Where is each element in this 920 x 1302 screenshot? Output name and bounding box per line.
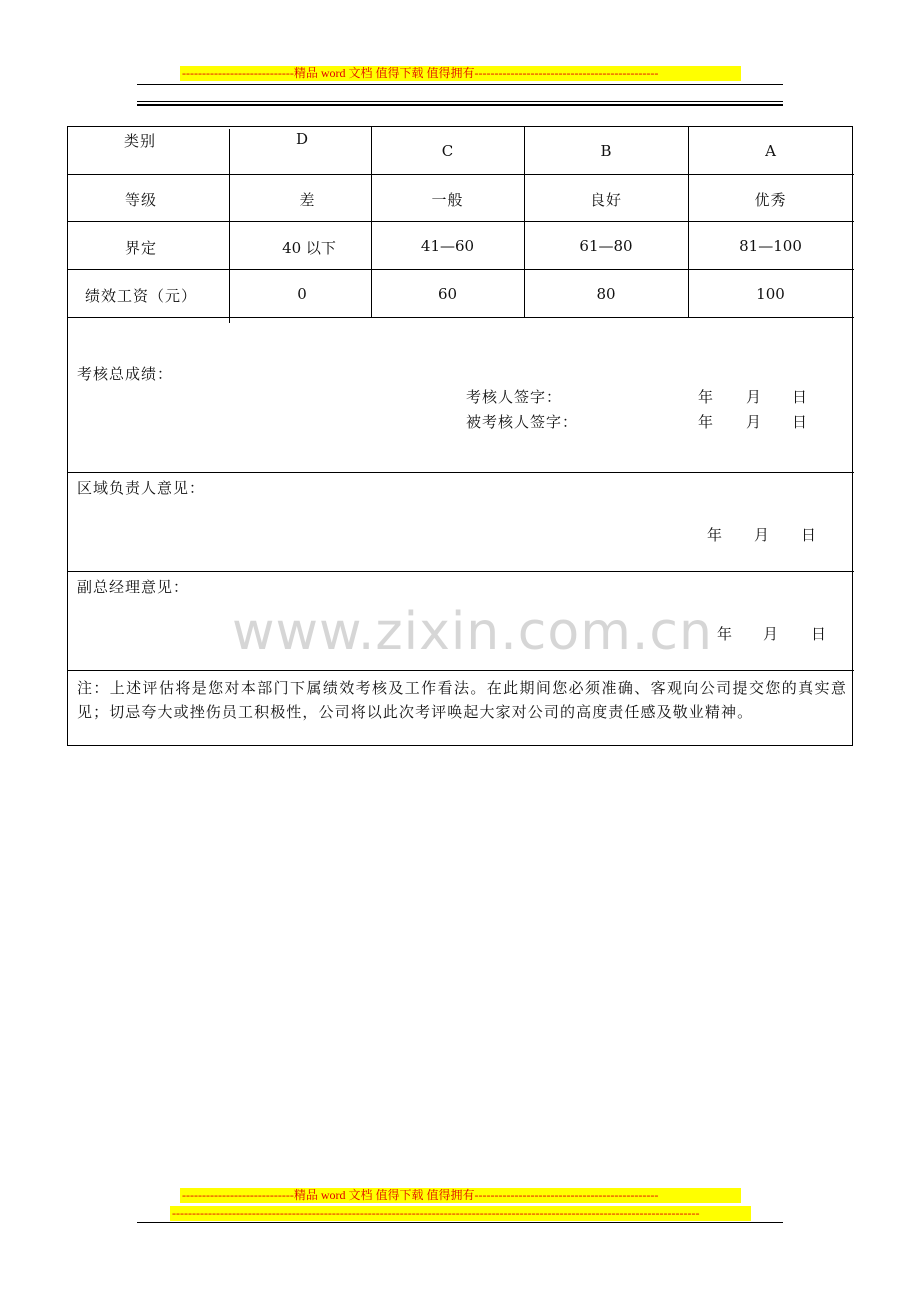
date-day: 日 xyxy=(792,388,808,406)
row-divider xyxy=(67,317,854,318)
watermark: www.zixin.com.cn xyxy=(232,602,713,662)
date-month: 月 xyxy=(746,388,762,406)
date-day: 日 xyxy=(801,526,817,544)
date-year: 年 xyxy=(698,388,714,406)
note-text: 注：上述评估将是您对本部门下属绩效考核及工作看法。在此期间您必须准确、客观向公司提交您的真实意见；切忌夸大或挫伤员工积极性，公司将以此次考评唤起大家对公司的高度责任感及敬业精神。 xyxy=(77,679,847,721)
vice-gm-opinion-label: 副总经理意见： xyxy=(77,578,190,596)
cell-bonus-d: 0 xyxy=(297,285,307,303)
section-divider xyxy=(67,472,854,473)
footer-banner-dashes: ------------------------------------------------------------------------------------------------------------------------------------ xyxy=(170,1206,751,1221)
date-year: 年 xyxy=(707,526,723,544)
row-label-category: 类别 xyxy=(123,132,156,150)
row-divider xyxy=(67,269,854,270)
reviewee-date xyxy=(698,411,807,432)
cell-bonus-c: 60 xyxy=(437,285,458,303)
cell-category-b: B xyxy=(600,142,612,160)
row-divider xyxy=(67,174,229,175)
date-month: 月 xyxy=(763,625,779,643)
section-divider xyxy=(67,670,854,671)
cell-range-d: 40 以下 xyxy=(282,239,336,257)
date-day: 日 xyxy=(792,413,808,431)
header-rule-double-1 xyxy=(137,101,783,102)
date-month: 月 xyxy=(754,526,770,544)
date-year: 年 xyxy=(698,413,714,431)
regional-date xyxy=(707,524,816,545)
reviewee-signature-label: 被考核人签字： xyxy=(466,413,579,431)
regional-opinion-label: 区域负责人意见： xyxy=(77,479,206,497)
cell-grade-a: 优秀 xyxy=(754,191,787,209)
reviewer-signature-label: 考核人签字： xyxy=(466,388,563,406)
cell-category-c: C xyxy=(441,142,454,160)
cell-category-a: A xyxy=(765,142,776,160)
cell-category-d: D xyxy=(295,130,309,148)
cell-bonus-b: 80 xyxy=(596,285,616,303)
vice-gm-date xyxy=(717,623,826,644)
cell-bonus-a: 100 xyxy=(756,285,785,303)
row-divider xyxy=(229,174,854,175)
date-day: 日 xyxy=(811,625,827,643)
reviewer-date xyxy=(698,386,807,407)
row-divider xyxy=(67,221,854,222)
section-divider xyxy=(67,571,854,572)
row-label-grade: 等级 xyxy=(124,191,157,209)
footer-rule xyxy=(137,1222,783,1223)
cell-range-b: 61—80 xyxy=(579,237,633,255)
row-label-range: 界定 xyxy=(124,239,157,257)
cell-grade-d: 差 xyxy=(299,191,315,209)
footer-banner: ----------------------------精品 word 文档 值得下载 值得拥有---------------------------------------------- xyxy=(180,1188,741,1203)
cell-grade-b: 良好 xyxy=(589,191,622,209)
header-rule-double-2 xyxy=(137,104,783,106)
date-year: 年 xyxy=(717,625,733,643)
header-rule xyxy=(137,84,783,85)
date-month: 月 xyxy=(746,413,762,431)
cell-grade-c: 一般 xyxy=(431,191,464,209)
cell-range-a: 81—100 xyxy=(739,237,802,255)
header-banner: ----------------------------精品 word 文档 值得下载 值得拥有---------------------------------------------- xyxy=(180,66,741,81)
cell-range-c: 41—60 xyxy=(420,237,475,255)
total-score-label: 考核总成绩： xyxy=(77,365,174,383)
row-label-bonus: 绩效工资（元） xyxy=(84,287,197,305)
